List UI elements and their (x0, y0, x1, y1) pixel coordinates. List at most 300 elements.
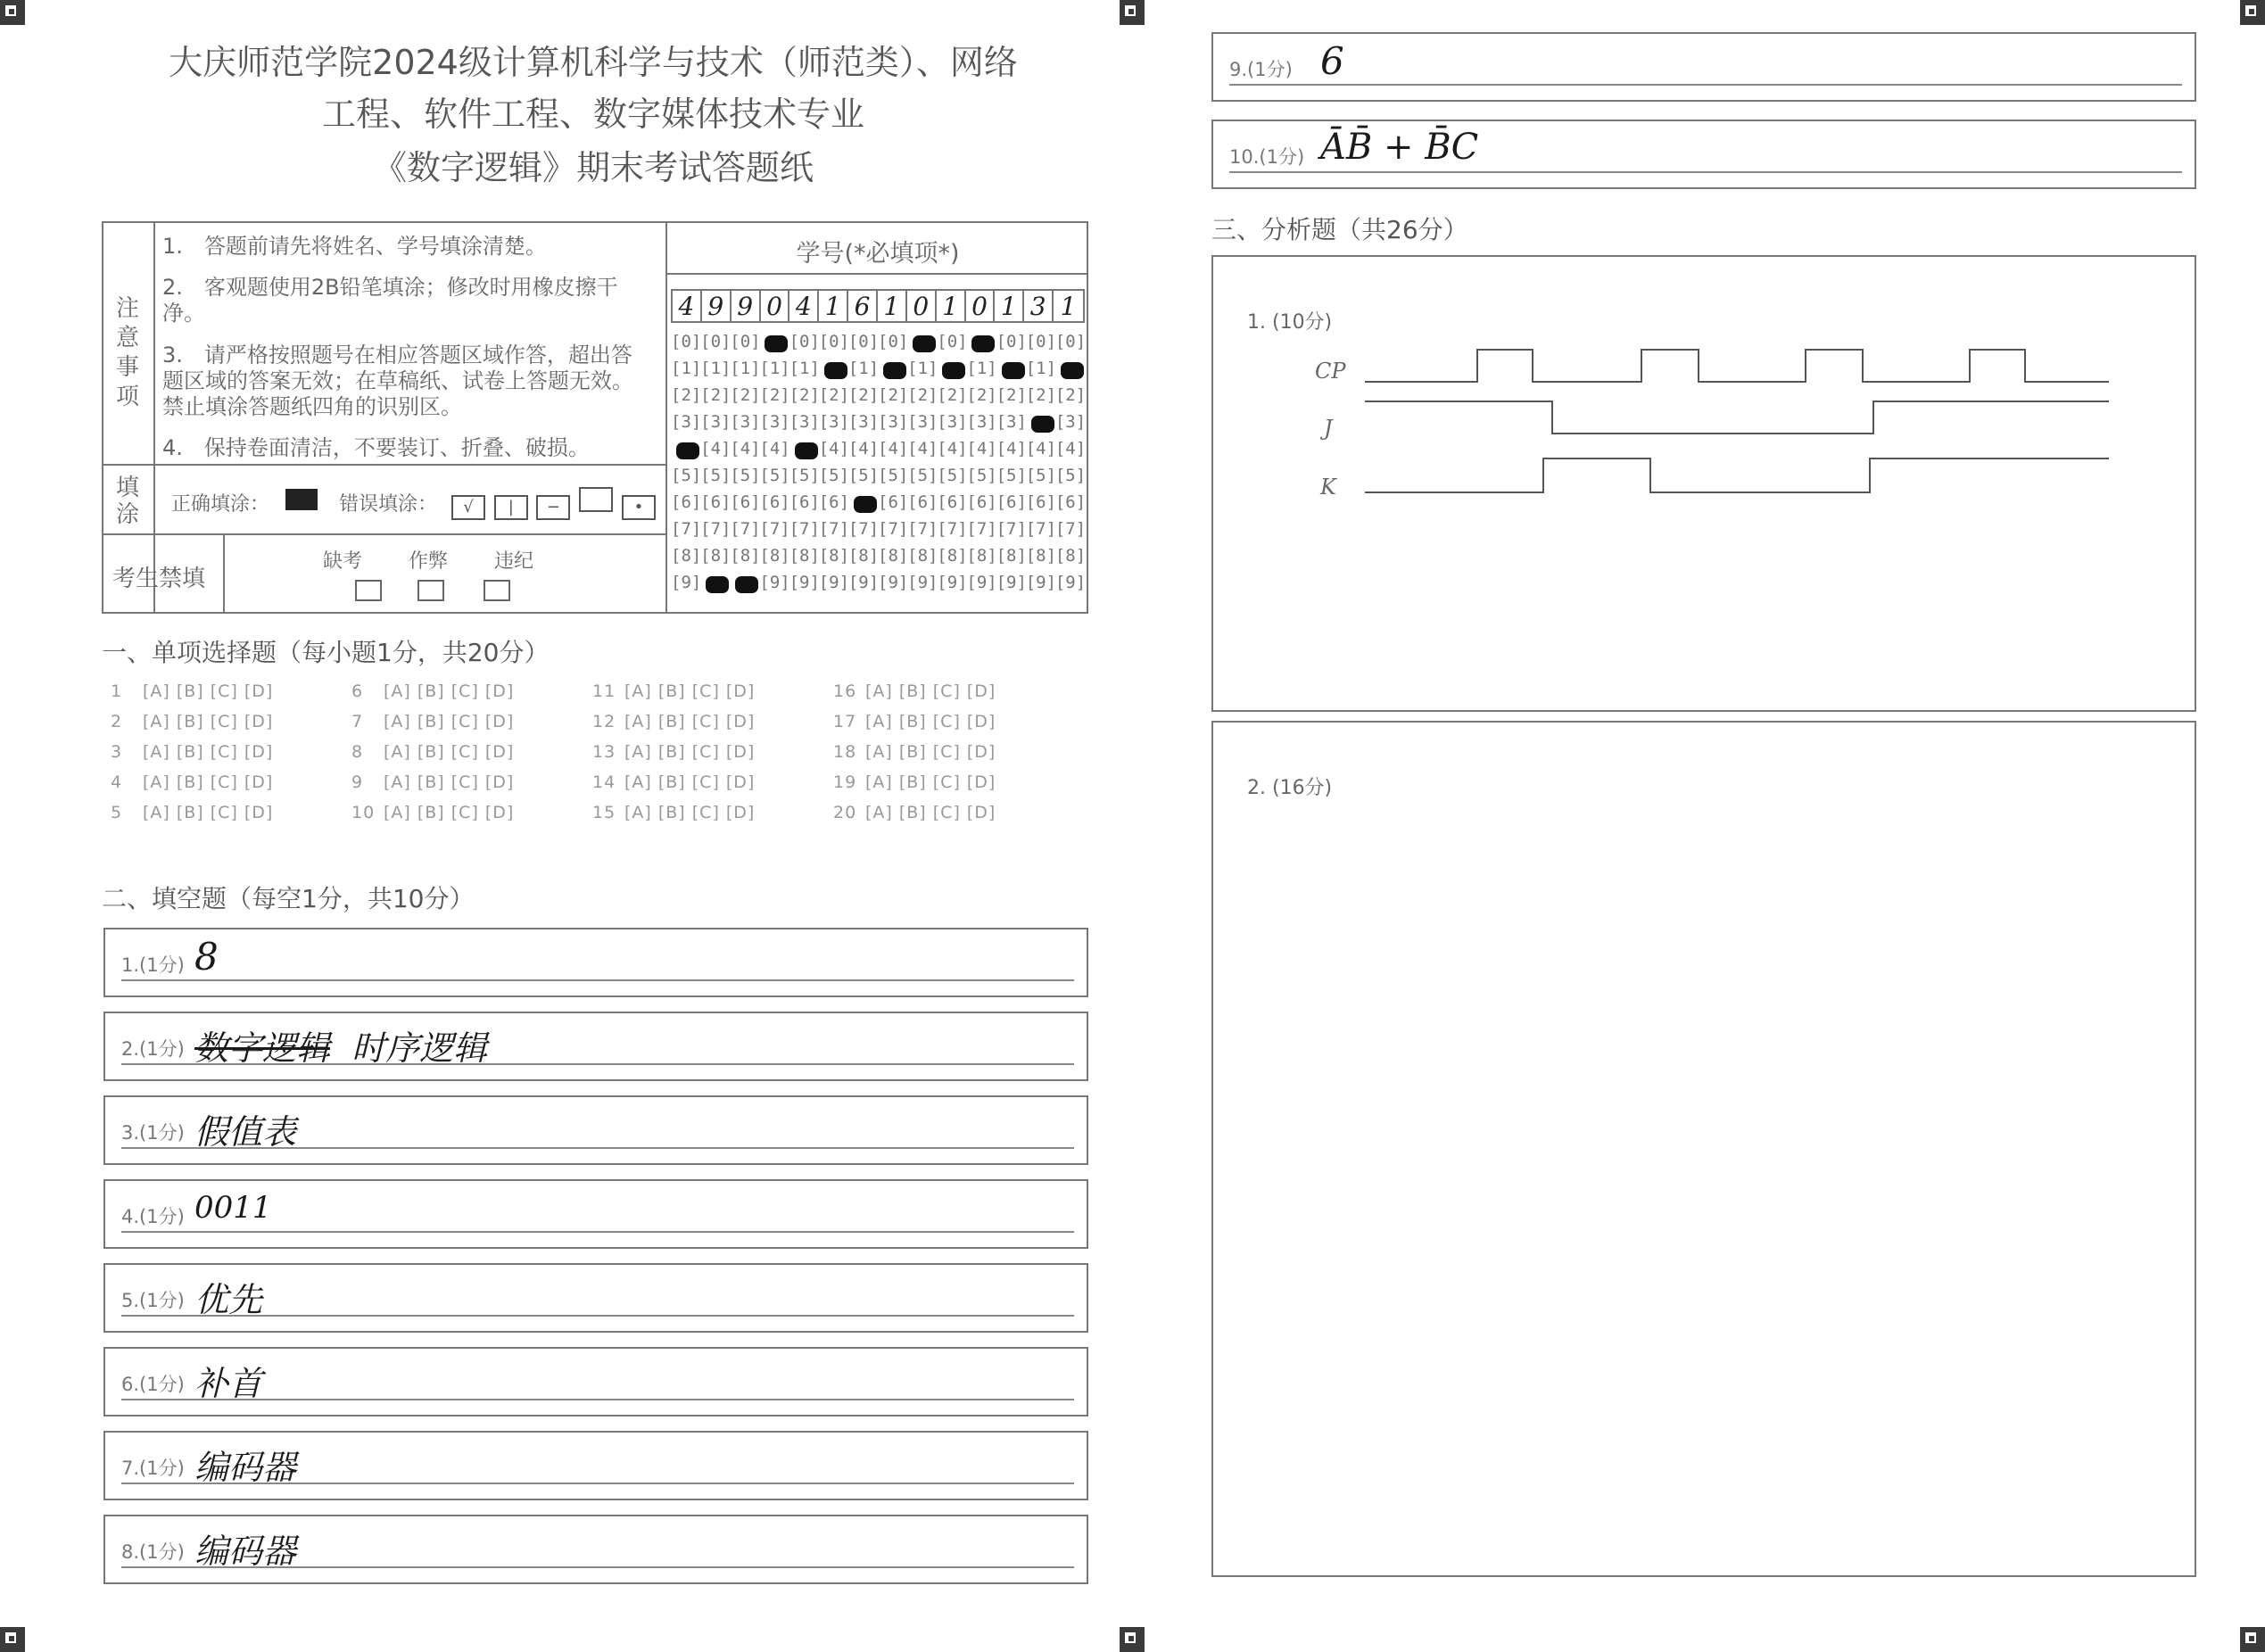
id-bubble[interactable]: [8] (789, 546, 820, 566)
id-bubble[interactable]: [6] (1054, 492, 1087, 512)
id-bubble[interactable]: [3] (759, 412, 790, 432)
student-id-digit[interactable]: 4 (673, 291, 702, 323)
forbidden-cheat-checkbox[interactable] (417, 580, 444, 601)
id-bubble-filled[interactable] (848, 492, 878, 512)
id-bubble[interactable]: [2] (996, 385, 1027, 405)
id-bubble[interactable]: [8] (1025, 546, 1057, 566)
mcq-item-13[interactable] (592, 742, 755, 762)
mcq-number: 6 (351, 681, 364, 701)
mcq-number: 14 (592, 772, 616, 792)
mcq-item-19[interactable] (833, 772, 996, 792)
fill-blank-10[interactable] (1211, 120, 2196, 189)
student-id-digit-boxes (671, 289, 1085, 323)
id-bubble[interactable]: [6] (966, 492, 997, 512)
fill-blank-8[interactable] (103, 1515, 1088, 1584)
id-bubble[interactable]: [1] (966, 359, 997, 378)
fill-blank-3[interactable] (103, 1095, 1088, 1165)
corrected-answer: 时序逻辑 (351, 1028, 488, 1068)
answer-line (1229, 84, 2182, 86)
id-bubble[interactable]: [2] (789, 385, 820, 405)
id-bubble[interactable]: [4] (937, 439, 968, 458)
mcq-number: 13 (592, 742, 616, 762)
wrong-sample-dash-icon: − (536, 495, 570, 520)
mcq-options[interactable]: [A] [B] [C] [D] (384, 742, 515, 762)
id-bubble[interactable]: [7] (1054, 519, 1087, 539)
analysis-q2-box[interactable] (1211, 721, 2196, 1577)
corner-marker-top-right (2240, 0, 2265, 25)
id-bubble[interactable]: [8] (966, 546, 997, 566)
id-bubble[interactable]: [8] (937, 546, 968, 566)
id-bubble[interactable]: [0] (789, 332, 820, 351)
mcq-item-2[interactable] (111, 712, 273, 731)
mcq-item-5[interactable] (111, 803, 273, 822)
id-bubble[interactable]: [5] (878, 466, 909, 485)
id-bubble[interactable]: [4] (847, 439, 880, 458)
wrong-fill-samples (451, 487, 656, 520)
answer-line (121, 1566, 1074, 1568)
id-bubble[interactable]: [8] (759, 546, 790, 566)
fill-blank-label: 8.(1分) (121, 1541, 185, 1563)
id-bubble[interactable]: [0] (878, 332, 909, 351)
mcq-options[interactable]: [A] [B] [C] [D] (624, 681, 756, 701)
id-bubble[interactable]: [1] (847, 359, 880, 378)
id-bubble[interactable]: [8] (1054, 546, 1087, 566)
mcq-item-4[interactable] (111, 772, 273, 792)
mcq-item-17[interactable] (833, 712, 996, 731)
id-bubble[interactable]: [2] (937, 385, 968, 405)
student-id-digit[interactable]: 4 (789, 291, 819, 323)
id-bubble[interactable]: [7] (818, 519, 850, 539)
mcq-item-14[interactable] (592, 772, 755, 792)
id-bubble[interactable]: [3] (996, 412, 1027, 432)
answer-line (121, 1315, 1074, 1317)
mcq-item-18[interactable] (833, 742, 996, 762)
mcq-number: 15 (592, 803, 616, 822)
notice-item-2: 2. 客观题使用2B铅笔填涂；修改时用橡皮擦干净。 (162, 275, 618, 326)
id-bubble-filled[interactable] (819, 359, 848, 378)
mcq-options[interactable]: [A] [B] [C] [D] (143, 742, 274, 762)
id-bubble[interactable]: [9] (789, 573, 820, 592)
mcq-options[interactable]: [A] [B] [C] [D] (624, 803, 756, 822)
mcq-number: 20 (833, 803, 857, 822)
mcq-item-3[interactable] (111, 742, 273, 762)
id-bubble-filled[interactable] (1026, 412, 1055, 432)
corner-marker-bottom-right (2240, 1627, 2265, 1652)
student-id-digit[interactable]: 1 (937, 291, 966, 323)
id-bubble[interactable]: [2] (907, 385, 938, 405)
id-bubble[interactable]: [0] (730, 332, 761, 351)
mcq-item-20[interactable] (833, 803, 996, 822)
mcq-item-10[interactable] (351, 803, 514, 822)
notice-item-1: 1. 答题前请先将姓名、学号填涂清楚。 (162, 234, 547, 259)
id-bubble-filled[interactable] (966, 332, 996, 351)
id-bubble[interactable]: [8] (671, 546, 702, 566)
fill-blank-answer: 编码器 (194, 1532, 297, 1571)
mcq-number: 16 (833, 681, 857, 701)
mcq-item-16[interactable] (833, 681, 996, 701)
mcq-item-7[interactable] (351, 712, 514, 731)
answer-line (121, 979, 1074, 981)
id-bubble[interactable]: [9] (907, 573, 938, 592)
id-bubble[interactable]: [5] (1025, 466, 1057, 485)
id-bubble[interactable]: [2] (700, 385, 732, 405)
forbidden-absent-label: 缺考 (323, 550, 363, 573)
mcq-options[interactable]: [A] [B] [C] [D] (624, 772, 756, 792)
id-bubble[interactable]: [7] (671, 519, 702, 539)
id-bubble-filled[interactable] (700, 573, 730, 592)
answer-line (121, 1063, 1074, 1065)
id-bubble-filled[interactable] (730, 573, 759, 592)
id-bubble[interactable]: [4] (966, 439, 997, 458)
id-bubble[interactable]: [4] (730, 439, 761, 458)
id-bubble[interactable]: [1] (907, 359, 938, 378)
student-id-header-rule (667, 273, 1088, 275)
k-waveform (1365, 458, 2109, 492)
fill-blank-7[interactable] (103, 1431, 1088, 1500)
id-bubble[interactable]: [8] (818, 546, 850, 566)
id-bubble[interactable]: [8] (847, 546, 880, 566)
id-bubble[interactable]: [4] (1054, 439, 1087, 458)
notice-item-3: 3. 请严格按照题号在相应答题区域作答，超出答题区域的答案无效；在草稿纸、试卷上答题无效。禁止填涂答题纸四角的识别区。 (162, 343, 633, 419)
id-bubble[interactable]: [1] (671, 359, 702, 378)
id-bubble[interactable]: [0] (937, 332, 968, 351)
id-bubble[interactable]: [4] (878, 439, 909, 458)
mcq-item-6[interactable] (351, 681, 514, 701)
id-bubble[interactable]: [0] (1025, 332, 1057, 351)
id-bubble-filled[interactable] (1055, 359, 1085, 378)
mcq-options[interactable]: [A] [B] [C] [D] (384, 803, 515, 822)
student-id-header: 学号(*必填项*) (796, 240, 960, 268)
fill-blank-answer: ĀB̄ + B̄C (1320, 127, 1479, 168)
id-bubble[interactable]: [5] (966, 466, 997, 485)
id-bubble[interactable]: [7] (996, 519, 1027, 539)
id-bubble[interactable]: [3] (789, 412, 820, 432)
signal-cp-label: CP (1315, 359, 1346, 384)
forbidden-absent-checkbox[interactable] (355, 580, 382, 601)
id-bubble[interactable]: [9] (1025, 573, 1057, 592)
id-bubble[interactable]: [2] (878, 385, 909, 405)
mcq-item-11[interactable] (592, 681, 755, 701)
wrong-sample-bar-icon: | (494, 495, 528, 520)
id-bubble[interactable]: [2] (1025, 385, 1057, 405)
student-id-digit[interactable]: 1 (1060, 292, 1077, 321)
id-bubble[interactable]: [9] (878, 573, 909, 592)
notice-divider-v1 (153, 221, 155, 614)
mcq-options[interactable]: [A] [B] [C] [D] (865, 681, 996, 701)
student-id-digit[interactable]: 0 (966, 291, 996, 323)
mcq-number: 3 (111, 742, 123, 762)
id-bubble[interactable]: [3] (937, 412, 968, 432)
page-title-line1: 大庆师范学院2024级计算机科学与技术（师范类）、网络 (169, 43, 1018, 82)
id-bubble[interactable]: [4] (1025, 439, 1057, 458)
corner-marker-bottom-middle (1120, 1627, 1145, 1652)
section1-title: 一、单项选择题（每小题1分，共20分） (102, 638, 550, 667)
id-bubble[interactable]: [9] (671, 573, 702, 592)
id-bubble[interactable]: [3] (671, 412, 702, 432)
id-bubble-filled[interactable] (937, 359, 966, 378)
id-bubble[interactable]: [6] (789, 492, 820, 512)
fill-blank-answer: 0011 (194, 1190, 272, 1226)
fill-blank-9[interactable] (1211, 32, 2196, 102)
answer-line (1229, 171, 2182, 173)
mcq-number: 1 (111, 681, 123, 701)
id-bubble[interactable]: [0] (700, 332, 732, 351)
mcq-number: 2 (111, 712, 123, 731)
id-bubble[interactable]: [9] (818, 573, 850, 592)
wrong-sample-dot-icon: • (622, 495, 656, 520)
id-bubble[interactable]: [5] (730, 466, 761, 485)
fill-blank-answer: 6 (1320, 39, 1344, 83)
id-bubble[interactable]: [6] (937, 492, 968, 512)
id-bubble[interactable]: [7] (789, 519, 820, 539)
forbidden-label: 考生禁填 (112, 566, 206, 592)
id-bubble[interactable]: [2] (818, 385, 850, 405)
student-id-digit[interactable]: 1 (819, 291, 848, 323)
id-bubble[interactable]: [4] (996, 439, 1027, 458)
id-bubble[interactable]: [5] (847, 466, 880, 485)
id-bubble[interactable]: [2] (730, 385, 761, 405)
mcq-options[interactable]: [A] [B] [C] [D] (384, 772, 515, 792)
id-bubble[interactable]: [6] (671, 492, 702, 512)
mcq-options[interactable]: [A] [B] [C] [D] (624, 742, 756, 762)
id-bubble[interactable]: [9] (1054, 573, 1087, 592)
student-id-bubble-grid (671, 332, 1085, 599)
wrong-sample-check-icon: √ (451, 495, 485, 520)
id-bubble[interactable]: [7] (878, 519, 909, 539)
id-bubble[interactable]: [5] (818, 466, 850, 485)
id-bubble[interactable]: [3] (878, 412, 909, 432)
fill-blank-label: 10.(1分) (1229, 146, 1305, 168)
id-bubble[interactable]: [7] (907, 519, 938, 539)
id-bubble[interactable]: [5] (937, 466, 968, 485)
id-bubble[interactable]: [0] (671, 332, 702, 351)
id-bubble[interactable]: [9] (937, 573, 968, 592)
id-bubble-filled[interactable] (907, 332, 937, 351)
id-bubble[interactable]: [3] (818, 412, 850, 432)
id-bubble[interactable]: [7] (847, 519, 880, 539)
fill-blank-label: 4.(1分) (121, 1206, 185, 1227)
id-bubble[interactable]: [6] (730, 492, 761, 512)
mcq-number: 4 (111, 772, 123, 792)
mcq-number: 5 (111, 803, 123, 822)
student-id-digit[interactable]: 6 (848, 291, 878, 323)
struck-answer: 数字逻辑 (194, 1028, 331, 1068)
mcq-number: 18 (833, 742, 857, 762)
id-bubble-filled[interactable] (878, 359, 907, 378)
id-bubble[interactable]: [6] (759, 492, 790, 512)
mcq-item-8[interactable] (351, 742, 514, 762)
mcq-item-15[interactable] (592, 803, 755, 822)
page-title-line3: 《数字逻辑》期末考试答题纸 (372, 148, 814, 187)
mcq-number: 12 (592, 712, 616, 731)
id-bubble-filled[interactable] (759, 332, 789, 351)
mcq-item-9[interactable] (351, 772, 514, 792)
notice-divider-h1 (102, 464, 667, 466)
wrong-fill-label: 错误填涂： (339, 493, 438, 516)
id-bubble[interactable]: [6] (907, 492, 938, 512)
student-id-digit[interactable]: 1 (878, 291, 907, 323)
mcq-number: 9 (351, 772, 364, 792)
id-bubble[interactable]: [6] (996, 492, 1027, 512)
id-bubble[interactable]: [4] (818, 439, 850, 458)
id-bubble[interactable]: [2] (1054, 385, 1087, 405)
student-id-digit[interactable]: 9 (732, 291, 761, 323)
section3-title: 三、分析题（共26分） (1211, 215, 1468, 244)
forbidden-cheat-label: 作弊 (409, 550, 449, 573)
id-bubble[interactable]: [3] (730, 412, 761, 432)
id-bubble[interactable]: [5] (789, 466, 820, 485)
mcq-options[interactable]: [A] [B] [C] [D] (143, 803, 274, 822)
id-bubble[interactable]: [6] (878, 492, 909, 512)
fill-blank-1[interactable] (103, 928, 1088, 997)
id-bubble-filled[interactable] (671, 439, 700, 458)
mcq-item-1[interactable] (111, 681, 273, 701)
mcq-number: 7 (351, 712, 364, 731)
fill-blank-answer: 编码器 (194, 1448, 297, 1487)
mcq-options[interactable]: [A] [B] [C] [D] (143, 712, 274, 731)
mcq-options[interactable]: [A] [B] [C] [D] (143, 681, 274, 701)
correct-fill-label: 正确填涂： (171, 493, 270, 516)
id-bubble-filled[interactable] (789, 439, 819, 458)
mcq-options[interactable]: [A] [B] [C] [D] (865, 712, 996, 731)
mcq-number: 19 (833, 772, 857, 792)
id-bubble[interactable]: [5] (907, 466, 938, 485)
mcq-options[interactable]: [A] [B] [C] [D] (384, 681, 515, 701)
notice-side-label: 注意事项 (115, 295, 139, 410)
id-bubble[interactable]: [3] (966, 412, 997, 432)
mcq-options[interactable]: [A] [B] [C] [D] (384, 712, 515, 731)
id-bubble[interactable]: [2] (671, 385, 702, 405)
id-bubble-filled[interactable] (996, 359, 1026, 378)
timing-diagram (1213, 257, 2195, 710)
mcq-options[interactable]: [A] [B] [C] [D] (865, 742, 996, 762)
id-bubble[interactable]: [7] (759, 519, 790, 539)
id-bubble[interactable]: [8] (700, 546, 732, 566)
correct-fill-sample (285, 489, 318, 510)
id-bubble[interactable]: [1] (759, 359, 790, 378)
mcq-options[interactable]: [A] [B] [C] [D] (865, 772, 996, 792)
fill-blank-answer: 补首 (194, 1364, 263, 1403)
id-bubble[interactable]: [0] (847, 332, 880, 351)
j-waveform (1365, 401, 2109, 434)
analysis-q2-label: 2. (16分) (1247, 777, 1333, 799)
mcq-options[interactable]: [A] [B] [C] [D] (624, 712, 756, 731)
id-bubble[interactable]: [4] (907, 439, 938, 458)
student-id-digit[interactable]: 3 (1024, 291, 1054, 323)
id-bubble[interactable]: [0] (818, 332, 850, 351)
fill-blank-label: 2.(1分) (121, 1038, 185, 1060)
fill-blank-6[interactable] (103, 1347, 1088, 1417)
id-bubble[interactable]: [6] (818, 492, 850, 512)
id-bubble[interactable]: [7] (730, 519, 761, 539)
id-bubble[interactable]: [5] (1054, 466, 1087, 485)
notice-divider-h2 (102, 533, 667, 535)
id-bubble[interactable]: [7] (1025, 519, 1057, 539)
student-id-digit[interactable]: 1 (995, 291, 1024, 323)
id-bubble[interactable]: [5] (700, 466, 732, 485)
student-id-digit[interactable]: 9 (702, 291, 732, 323)
id-bubble[interactable]: [5] (996, 466, 1027, 485)
id-bubble[interactable]: [2] (966, 385, 997, 405)
id-bubble[interactable]: [8] (907, 546, 938, 566)
corner-marker-top-left (0, 0, 25, 25)
id-bubble[interactable]: [6] (1025, 492, 1057, 512)
id-bubble[interactable]: [1] (789, 359, 820, 378)
id-bubble[interactable]: [7] (937, 519, 968, 539)
signal-j-label: J (1324, 416, 1333, 441)
id-bubble[interactable]: [2] (847, 385, 880, 405)
id-bubble[interactable]: [3] (907, 412, 938, 432)
id-bubble[interactable]: [9] (996, 573, 1027, 592)
id-bubble[interactable]: [7] (700, 519, 732, 539)
student-id-digit[interactable]: 0 (907, 291, 937, 323)
analysis-q1-label: 1. (10分) (1247, 311, 1333, 334)
mcq-options[interactable]: [A] [B] [C] [D] (143, 772, 274, 792)
notice-divider-v3 (223, 533, 225, 614)
page-title-line2: 工程、软件工程、数字媒体技术专业 (321, 95, 864, 134)
fill-blank-4[interactable] (103, 1179, 1088, 1249)
fill-blank-answer (194, 1020, 487, 1070)
mcq-number: 17 (833, 712, 857, 731)
id-bubble[interactable]: [1] (730, 359, 761, 378)
id-bubble[interactable]: [0] (1054, 332, 1087, 351)
id-bubble[interactable]: [7] (966, 519, 997, 539)
id-bubble[interactable]: [9] (759, 573, 790, 592)
notice-item-4: 4. 保持卷面清洁，不要装订、折叠、破损。 (162, 435, 590, 460)
notice-divider-v2 (665, 221, 667, 614)
signal-k-label: K (1320, 475, 1336, 500)
id-bubble[interactable]: [8] (996, 546, 1027, 566)
id-bubble[interactable]: [3] (1054, 412, 1087, 432)
mcq-options[interactable]: [A] [B] [C] [D] (865, 803, 996, 822)
id-bubble[interactable]: [2] (759, 385, 790, 405)
fill-side-label: 填涂 (115, 475, 139, 528)
answer-line (121, 1147, 1074, 1149)
corner-marker-top-middle (1120, 0, 1145, 25)
student-id-digit[interactable]: 0 (761, 291, 790, 323)
id-bubble[interactable]: [8] (730, 546, 761, 566)
fill-blank-2[interactable] (103, 1012, 1088, 1081)
id-bubble[interactable]: [0] (996, 332, 1027, 351)
id-bubble[interactable]: [4] (759, 439, 790, 458)
id-bubble[interactable]: [1] (1025, 359, 1057, 378)
id-bubble[interactable]: [5] (671, 466, 702, 485)
section2-title: 二、填空题（每空1分，共10分） (102, 884, 475, 913)
id-bubble[interactable]: [3] (700, 412, 732, 432)
id-bubble[interactable]: [5] (759, 466, 790, 485)
analysis-q1-box[interactable] (1211, 255, 2196, 712)
fill-blank-label: 6.(1分) (121, 1374, 185, 1395)
fill-blank-5[interactable] (103, 1263, 1088, 1333)
answer-line (121, 1399, 1074, 1400)
id-bubble[interactable]: [1] (700, 359, 732, 378)
fill-blank-answer: 8 (194, 935, 219, 979)
answer-line (121, 1483, 1074, 1484)
mcq-item-12[interactable] (592, 712, 755, 731)
fill-blank-label: 1.(1分) (121, 954, 185, 976)
fill-blank-answer: 优先 (194, 1280, 263, 1319)
cp-waveform (1365, 350, 2109, 382)
forbidden-violation-checkbox[interactable] (484, 580, 510, 601)
id-bubble[interactable]: [8] (878, 546, 909, 566)
fill-blank-label: 7.(1分) (121, 1458, 185, 1479)
fill-blank-label: 9.(1分) (1229, 59, 1293, 80)
id-bubble[interactable]: [4] (700, 439, 732, 458)
id-bubble[interactable]: [6] (700, 492, 732, 512)
id-bubble[interactable]: [9] (847, 573, 880, 592)
id-bubble[interactable]: [9] (966, 573, 997, 592)
id-bubble[interactable]: [3] (847, 412, 880, 432)
